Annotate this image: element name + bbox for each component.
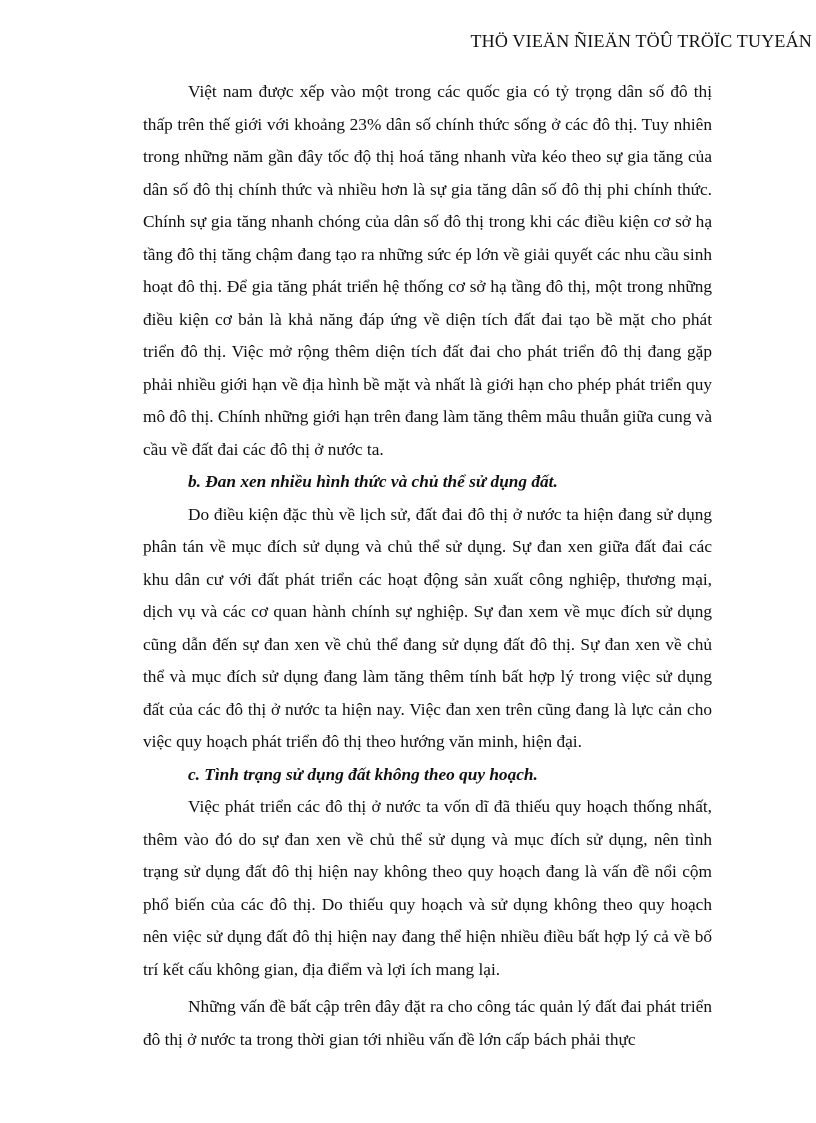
running-header: THÖ VIEÄN ÑIEÄN TÖÛ TRÖÏC TUYEÁN	[470, 31, 812, 51]
paragraph-urban-population: Việt nam được xếp vào một trong các quốc gia có tỷ trọng dân số đô thị thấp trên thế giới với khoảng 23% dân số chính thức sống ở các đô thị. Tuy nhiên trong những năm gần đây tốc độ thị hoá tăng nhanh vừa kéo theo sự gia tăng của dân số đô thị chính thức và nhiều hơn là sự gia tăng dân số đô thị phi chính thức. Chính sự gia tăng nhanh chóng của dân số đô thị trong khi các điều kiện cơ sở hạ tầng đô thị tăng chậm đang tạo ra những sức ép lớn về giải quyết các nhu cầu sinh hoạt đô thị. Để gia tăng phát triển hệ thống cơ sở hạ tầng đô thị, một trong những điều kiện cơ bản là khả năng đáp ứng về diện tích đất đai tạo bề mặt cho phát triển đô thị. Việc mở rộng thêm diện tích đất đai cho phát triển đô thị đang gặp phải nhiều giới hạn về địa hình bề mặt và nhất là giới hạn cho phép phát triển quy mô đô thị. Chính những giới hạn trên đang làm tăng thêm mâu thuẫn giữa cung và cầu về đất đai các đô thị ở nước ta.	[143, 82, 712, 459]
section-heading-c: c. Tình trạng sử dụng đất không theo quy hoạch.	[188, 764, 538, 784]
section-heading-b: b. Đan xen nhiều hình thức và chủ thể sử dụng đất.	[188, 472, 558, 491]
document-body	[143, 76, 712, 1056]
paragraph-unplanned-land-use: Việc phát triển các đô thị ở nước ta vốn dĩ đã thiếu quy hoạch thống nhất, thêm vào đó do sự đan xen về chủ thể sử dụng và mục đích sử dụng, nên tình trạng sử dụng đất đô thị hiện nay không theo quy hoạch đang là vấn đề nổi cộm phổ biến của các đô thị. Do thiếu quy hoạch và sử dụng không theo quy hoạch nên việc sử dụng đất đô thị hiện nay đang thể hiện nhiều điều bất hợp lý cả về bố trí kết cấu không gian, địa điểm và lợi ích mang lại.	[143, 797, 712, 979]
paragraph-management-issues: Những vấn đề bất cập trên đây đặt ra cho công tác quản lý đất đai phát triển đô thị ở nước ta trong thời gian tới nhiều vấn đề lớn cấp bách phải thực	[143, 997, 712, 1049]
paragraph-mixed-land-use: Do điều kiện đặc thù về lịch sử, đất đai đô thị ở nước ta hiện đang sử dụng phân tán về mục đích sử dụng và chủ thể sử dụng. Sự đan xen giữa đất đai các khu dân cư với đất phát triển các hoạt động sản xuất công nghiệp, thương mại, dịch vụ và các cơ quan hành chính sự nghiệp. Sự đan xem về mục đích sử dụng cũng dẫn đến sự đan xen về chủ thể đang sử dụng đất đô thị. Sự đan xen về chủ thể và mục đích sử dụng đang làm tăng thêm tính bất hợp lý trong việc sử dụng đất của các đô thị ở nước ta hiện nay. Việc đan xen trên cũng đang là lực cản cho việc quy hoạch phát triển đô thị theo hướng văn minh, hiện đại.	[143, 504, 712, 751]
